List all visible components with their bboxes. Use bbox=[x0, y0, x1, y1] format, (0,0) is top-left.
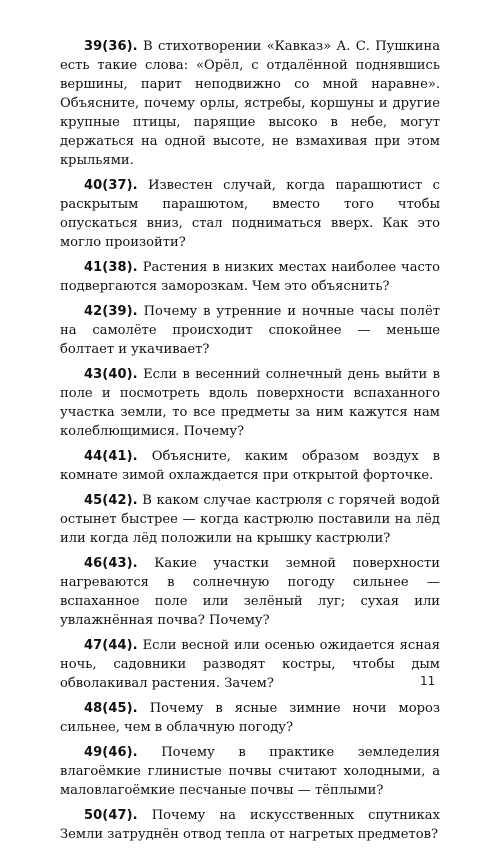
problem-45 bbox=[60, 491, 440, 548]
problem-number: 42(39). bbox=[84, 304, 138, 319]
problem-text: Почему в ясные зимние ночи мороз сильнее, чем в облачную погоду? bbox=[60, 701, 440, 735]
problem-44 bbox=[60, 447, 440, 485]
problem-number: 48(45). bbox=[84, 701, 138, 716]
problem-text: Если в весенний солнечный день выйти в поле и посмотреть вдоль поверхности вспаханного участка земли, то все предметы за ним кажутся нам колеблющимися. Почему? bbox=[60, 367, 440, 439]
problem-number: 46(43). bbox=[84, 556, 138, 571]
problem-number: 39(36). bbox=[84, 39, 138, 54]
problem-text: Если весной или осенью ожидается ясная ночь, садовники разводят костры, чтобы дым обволакивал растения. Зачем? bbox=[60, 638, 441, 691]
problem-number: 41(38). bbox=[84, 260, 138, 275]
problem-text: Растения в низких местах наиболее часто подвергаются заморозкам. Чем это объяснить? bbox=[60, 260, 440, 294]
problem-number: 40(37). bbox=[84, 178, 138, 193]
problem-text: Почему в практике земледелия влагоёмкие глинистые почвы считают холодными, а маловлагоёмкие песчаные почвы — тёплыми? bbox=[60, 745, 440, 798]
problem-46 bbox=[60, 554, 440, 630]
problem-39 bbox=[60, 37, 440, 170]
problem-42 bbox=[60, 302, 440, 359]
problem-41 bbox=[60, 258, 440, 296]
problem-43 bbox=[60, 365, 440, 441]
problem-number: 44(41). bbox=[84, 449, 138, 464]
problem-49 bbox=[60, 743, 440, 800]
problem-number: 50(47). bbox=[84, 808, 138, 823]
problem-text: Почему в утренние и ночные часы полёт на самолёте происходит спокойнее — меньше болтает и укачивает? bbox=[60, 304, 440, 357]
problem-text: В стихотворении «Кавказ» А. С. Пушкина есть такие слова: «Орёл, с отдалённой поднявшись вершины, парит неподвижно со мной наравне». Объясните, почему орлы, ястребы, коршуны и другие крупные птицы, парящие высоко в небе, могут держаться на одной высоте, не взмахивая при этом крыльями. bbox=[60, 39, 440, 168]
problem-40 bbox=[60, 176, 440, 252]
problem-50 bbox=[60, 806, 440, 844]
problem-text: Почему на искусственных спутниках Земли затруднён отвод тепла от нагретых предметов? bbox=[60, 808, 440, 842]
problem-number: 43(40). bbox=[84, 367, 138, 382]
page-number: 11 bbox=[420, 674, 436, 688]
problem-number: 45(42). bbox=[84, 493, 138, 508]
problem-text: Какие участки земной поверхности нагреваются в солнечную погоду сильнее — вспаханное поле или зелёный луг; сухая или увлажнённая почва? Почему? bbox=[60, 556, 440, 628]
problem-number: 49(46). bbox=[84, 745, 138, 760]
problem-text: В каком случае кастрюля с горячей водой остынет быстрее — когда кастрюлю поставили на лёд или когда лёд положили на крышку кастрюли? bbox=[60, 493, 440, 546]
problem-text: Известен случай, когда парашютист с раскрытым парашютом, вместо того чтобы опускаться вниз, стал подниматься вверх. Как это могло произойти? bbox=[60, 178, 440, 250]
problem-text: Объясните, каким образом воздух в комнате зимой охлаждается при открытой форточке. bbox=[60, 449, 440, 483]
problem-47 bbox=[60, 636, 440, 693]
problem-number: 47(44). bbox=[84, 638, 138, 653]
problem-48 bbox=[60, 699, 440, 737]
problem-list bbox=[60, 37, 440, 850]
